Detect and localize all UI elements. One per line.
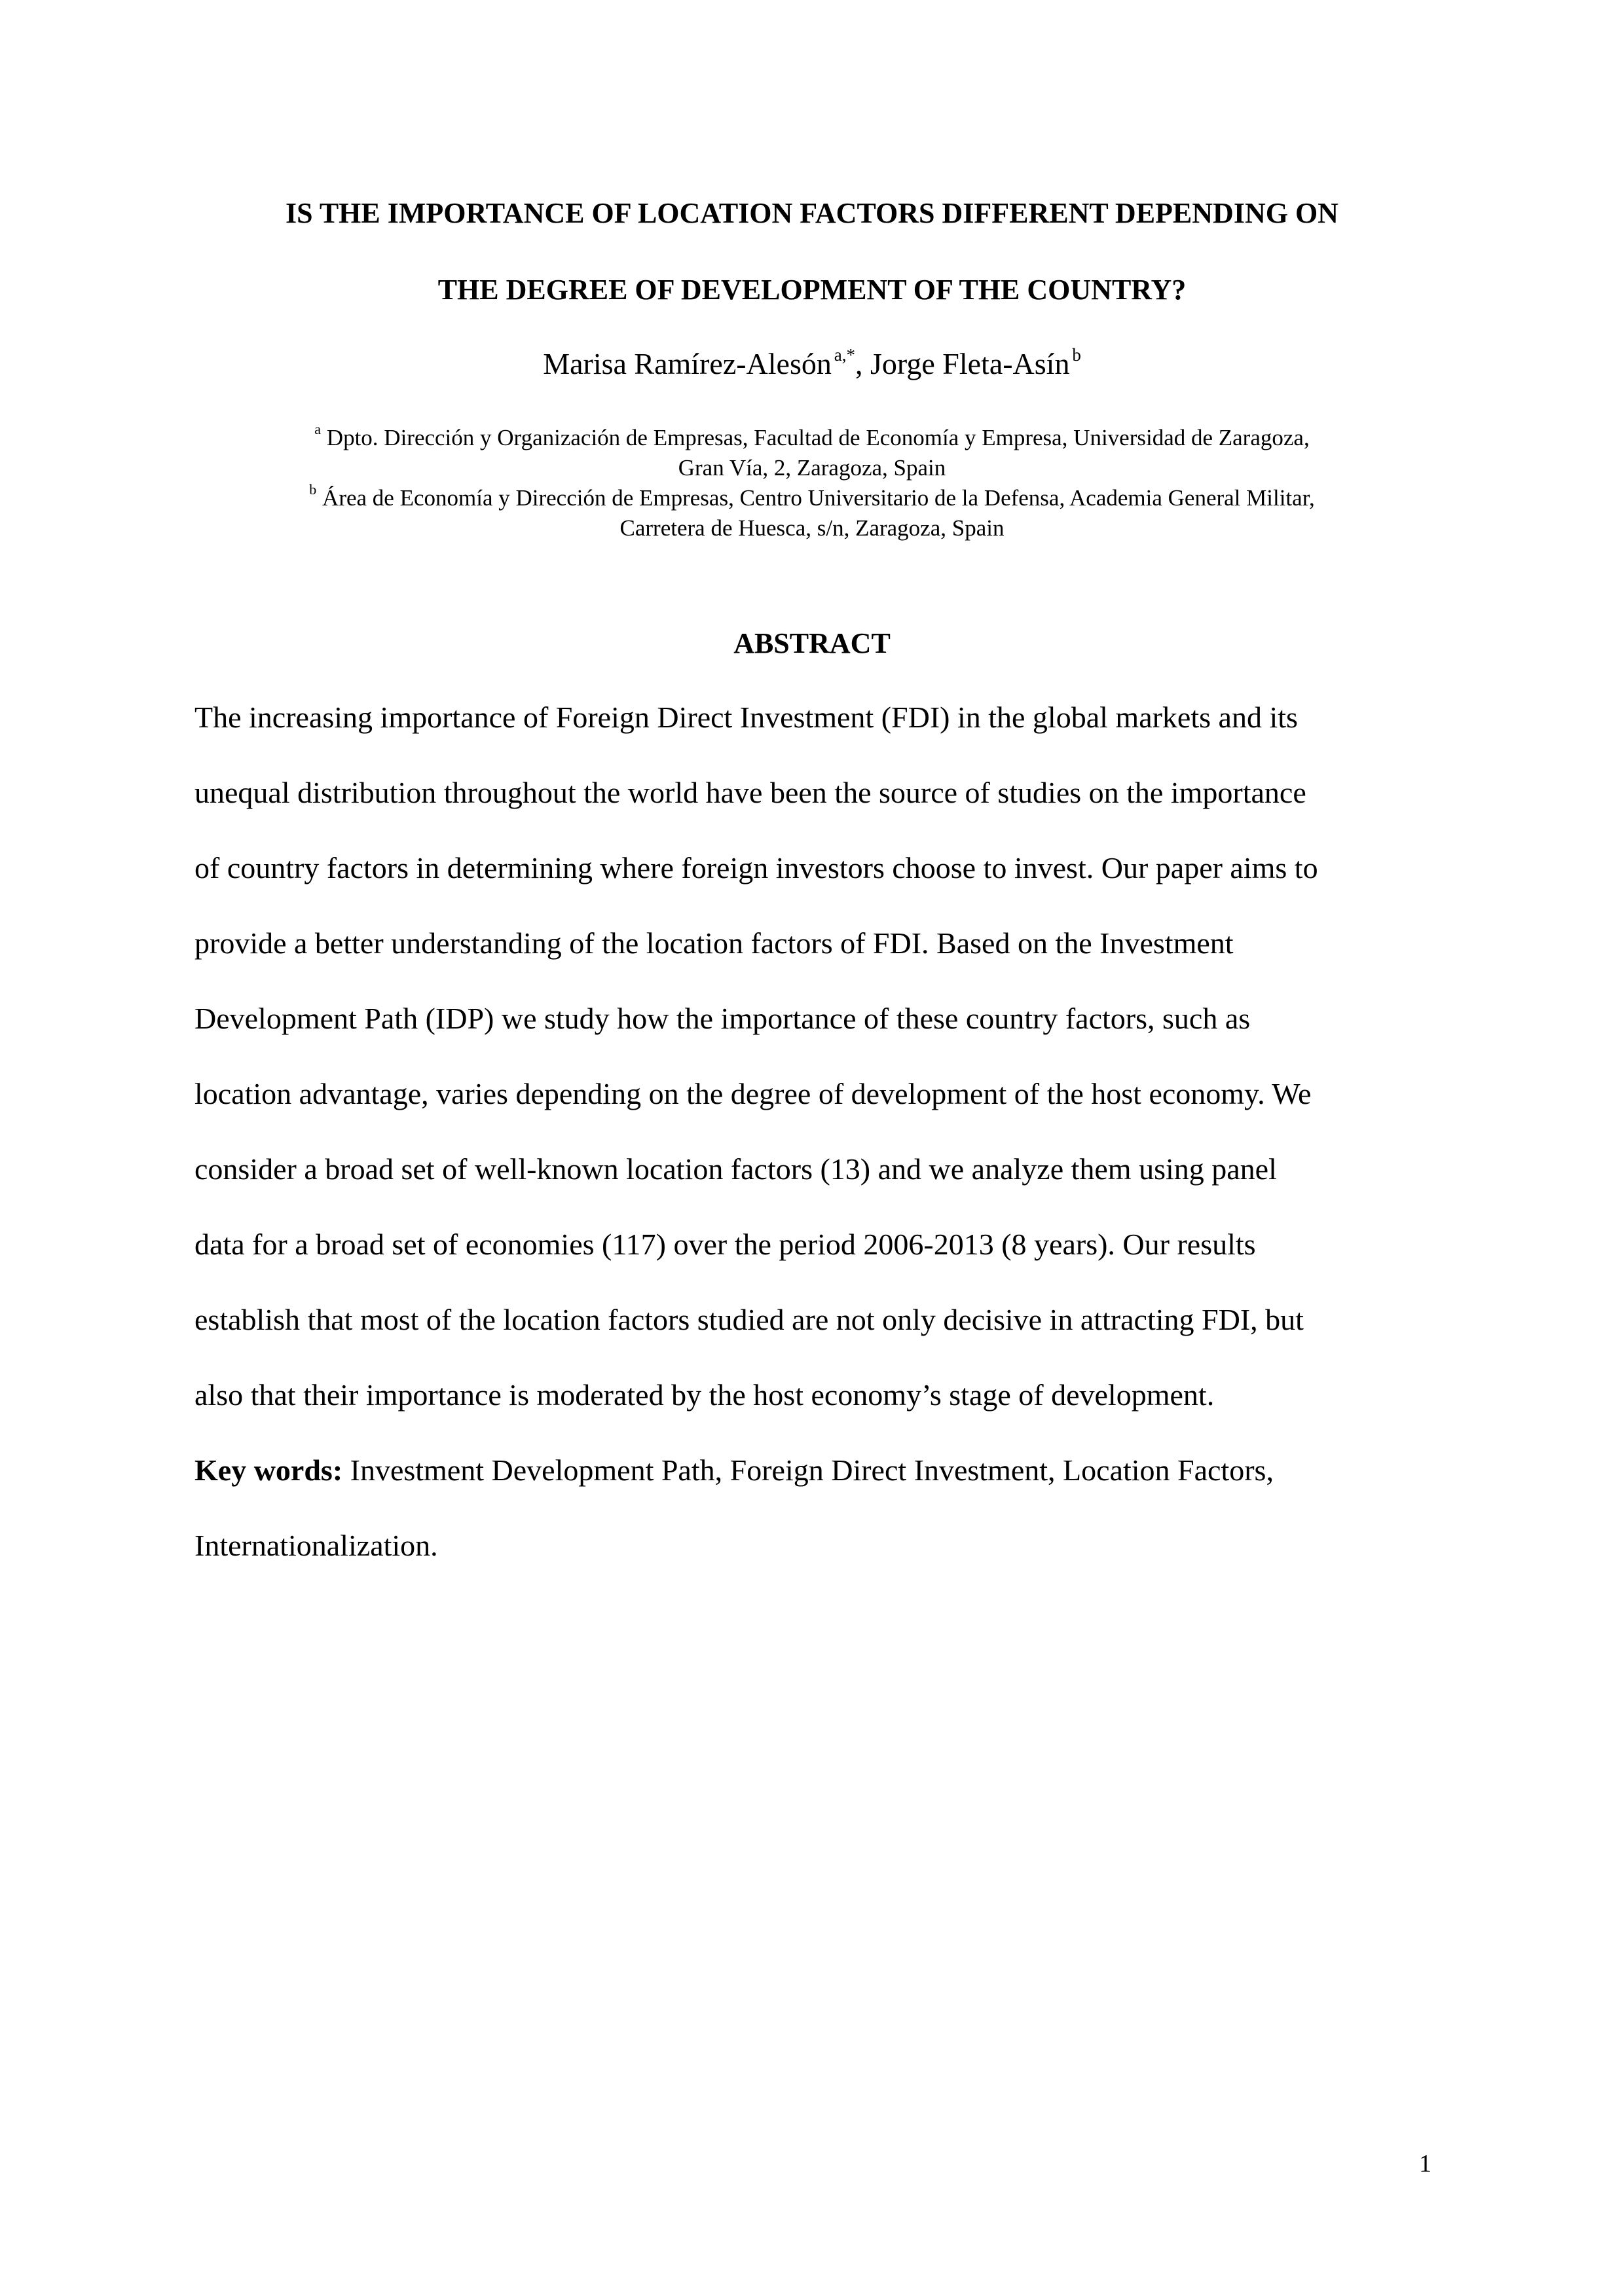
abstract-line: establish that most of the location factors studied are not only decisive in attracting FDI, but: [194, 1303, 1304, 1336]
keywords-line-2: Internationalization.: [194, 1529, 438, 1562]
abstract-line: The increasing importance of Foreign Direct Investment (FDI) in the global markets and its: [194, 701, 1298, 734]
paper-title-line-1: IS THE IMPORTANCE OF LOCATION FACTORS DIFFERENT DEPENDING ON: [286, 197, 1338, 229]
affiliation-b-line-1: [131, 483, 1493, 513]
affiliation-text: Área de Economía y Dirección de Empresas, Centro Universitario de la Defensa, Academia General Militar,: [322, 485, 1315, 511]
abstract-line: unequal distribution throughout the world have been the source of studies on the importance: [194, 776, 1306, 809]
abstract-line: data for a broad set of economies (117) over the period 2006-2013 (8 years). Our results: [194, 1228, 1256, 1261]
author-separator: ,: [855, 347, 870, 380]
author-name: Marisa Ramírez-Alesón: [543, 347, 832, 380]
keywords-label: Key words:: [194, 1453, 343, 1487]
affiliation-a-line-1: [131, 423, 1493, 453]
author-affiliation-marker: a,*: [834, 344, 855, 365]
paper-title-line-2: THE DEGREE OF DEVELOPMENT OF THE COUNTRY?: [437, 274, 1187, 306]
author-list: [131, 344, 1493, 384]
affiliation-b-line-2: Carretera de Huesca, s/n, Zaragoza, Spain: [619, 515, 1005, 541]
affiliation-marker: a: [314, 421, 322, 438]
author-name: Jorge Fleta-Asín: [870, 347, 1070, 380]
abstract-line: of country factors in determining where foreign investors choose to invest. Our paper aims to: [194, 851, 1318, 884]
affiliation-marker: b: [309, 481, 317, 498]
abstract-line: consider a broad set of well-known location factors (13) and we analyze them using panel: [194, 1152, 1277, 1186]
abstract-line: Development Path (IDP) we study how the importance of these country factors, such as: [194, 1002, 1251, 1035]
affiliation-text: Dpto. Dirección y Organización de Empresas, Facultad de Economía y Empresa, Universidad de Zaragoza,: [326, 425, 1310, 450]
abstract-line: also that their importance is moderated by the host economy’s stage of development.: [194, 1378, 1215, 1412]
keywords-line-1: [194, 1451, 1274, 1490]
abstract-heading: ABSTRACT: [733, 627, 891, 659]
abstract-line: location advantage, varies depending on the degree of development of the host economy. We: [194, 1077, 1312, 1110]
affiliation-a-line-2: Gran Vía, 2, Zaragoza, Spain: [678, 455, 946, 481]
abstract-line: provide a better understanding of the location factors of FDI. Based on the Investment: [194, 926, 1234, 960]
keywords-text: Investment Development Path, Foreign Direct Investment, Location Factors,: [342, 1453, 1274, 1487]
author-affiliation-marker: b: [1072, 344, 1081, 365]
page-number: 1: [1419, 2150, 1431, 2178]
